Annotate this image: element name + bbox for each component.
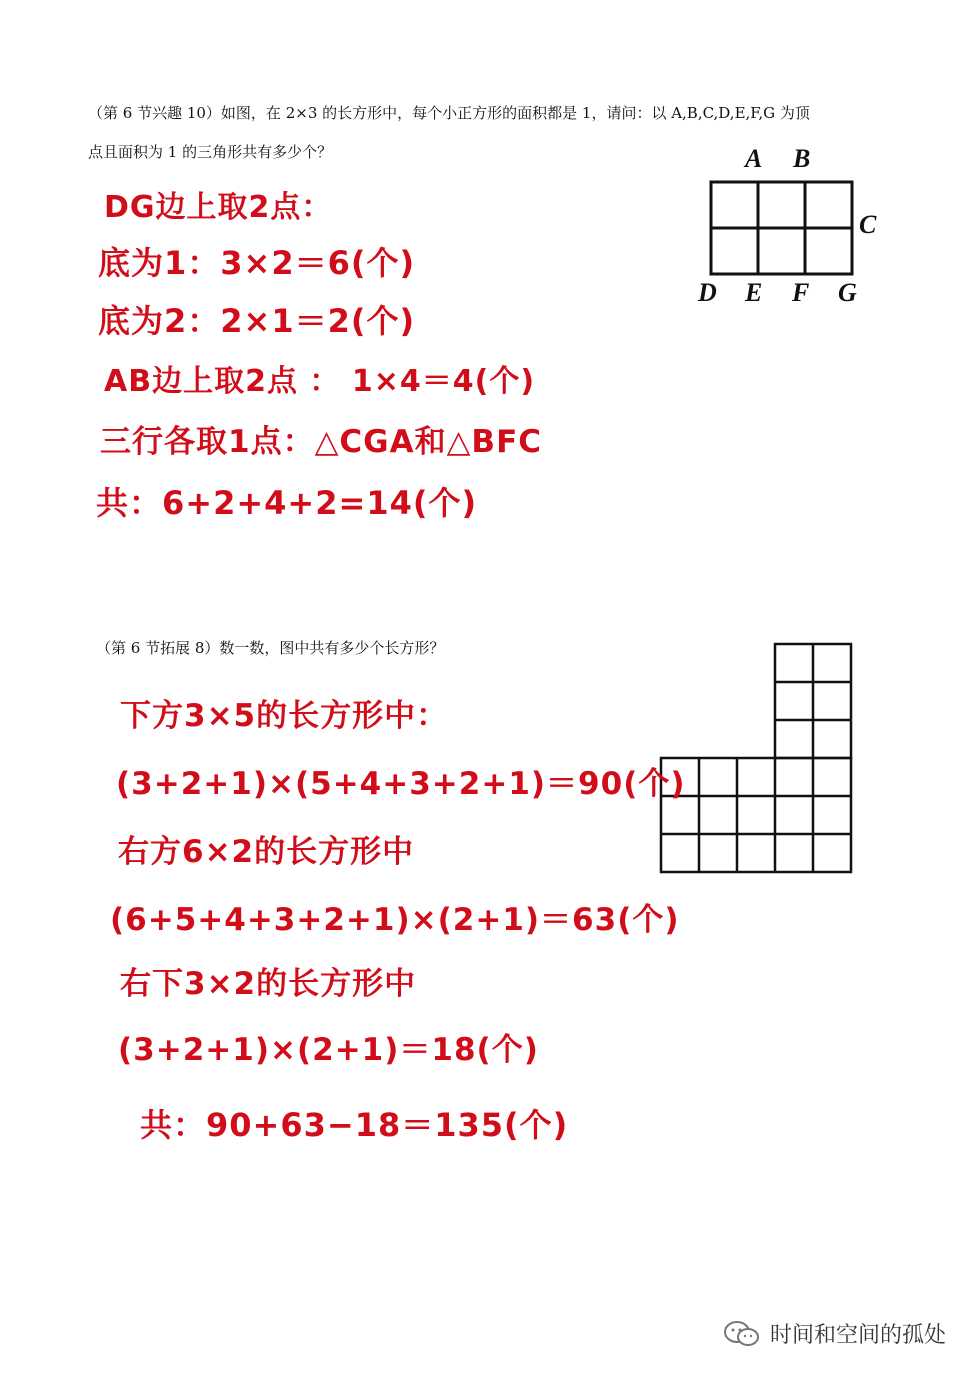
- hw1-line1: DG边上取2点：: [104, 190, 333, 225]
- hw1-line6: 共：6+2+4+2=14(个): [96, 484, 478, 522]
- problem1-line2: 点且面积为 1 的三角形共有多少个？: [88, 143, 333, 161]
- hw2-line2: (3+2+1)×(5+4+3+2+1)＝90(个): [116, 766, 686, 802]
- watermark-text: 时间和空间的孤处: [769, 1323, 946, 1348]
- label-a: A: [745, 144, 763, 173]
- hw2-line4: (6+5+4+3+2+1)×(2+1)＝63(个): [110, 902, 680, 938]
- hw1-line3: 底为2：2×1＝2(个): [98, 302, 416, 340]
- wechat-icon: [722, 1319, 762, 1349]
- l-shape-grid-figure: [661, 644, 851, 872]
- label-c: C: [859, 210, 877, 239]
- label-f: F: [792, 278, 810, 307]
- hw2-line3: 右方6×2的长方形中: [118, 834, 415, 870]
- hw1-line5: 三行各取1点：△CGA和△BFC: [100, 424, 542, 460]
- label-e: E: [745, 278, 763, 307]
- label-b: B: [793, 144, 811, 173]
- hw1-line2: 底为1：3×2＝6(个): [98, 244, 416, 282]
- problem2-line1: （第 6 节拓展 8）数一数，图中共有多少个长方形？: [96, 639, 445, 657]
- watermark: [722, 1318, 946, 1349]
- problem1-line1: （第 6 节兴趣 10）如图，在 2×3 的长方形中，每个小正方形的面积都是 1，请问：以 A,B,C,D,E,F,G 为顶: [88, 104, 810, 122]
- label-g: G: [838, 278, 857, 307]
- label-d: D: [698, 278, 717, 307]
- hw2-line7: 共：90+63−18＝135(个): [140, 1106, 569, 1144]
- hw1-line4: AB边上取2点 ： 1×4＝4(个): [104, 364, 536, 399]
- hw2-line5: 右下3×2的长方形中: [120, 966, 417, 1002]
- hw2-line6: (3+2+1)×(2+1)＝18(个): [118, 1032, 539, 1068]
- hw2-line1: 下方3×5的长方形中：: [120, 698, 449, 734]
